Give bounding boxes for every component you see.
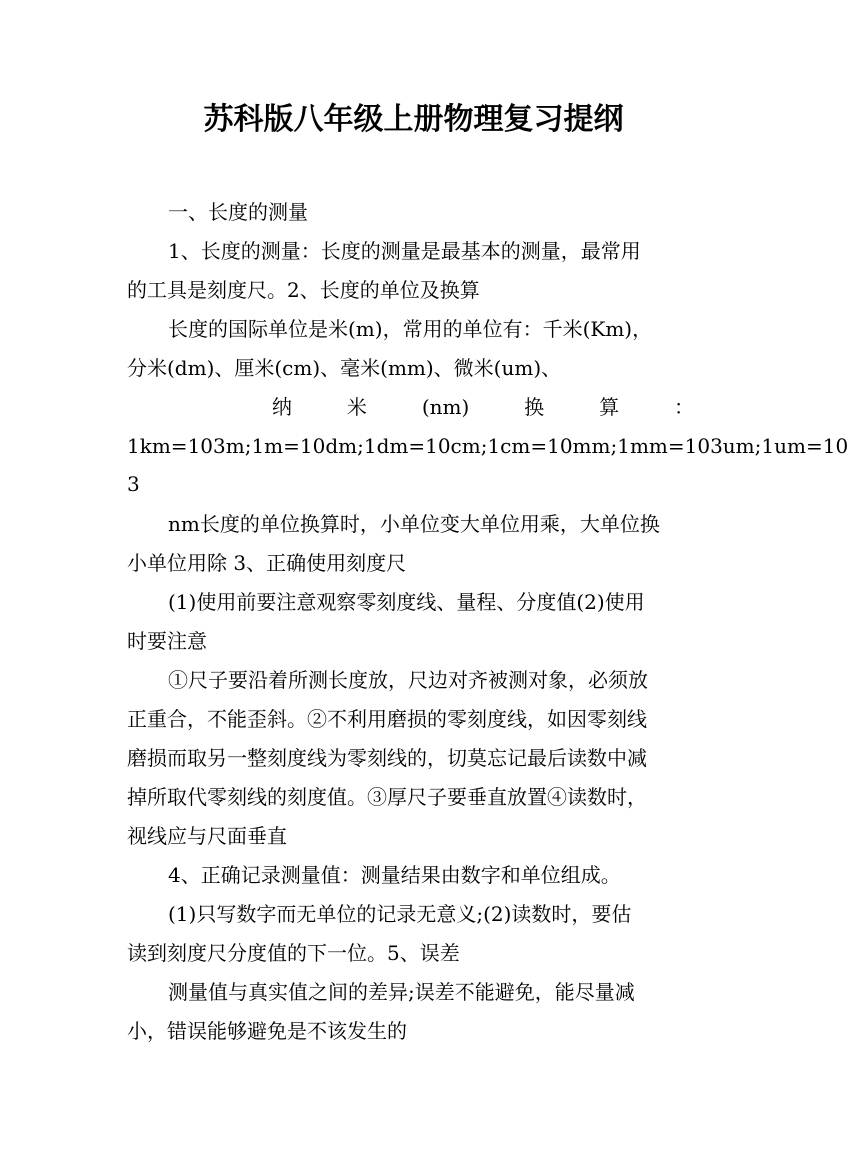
paragraph-line: 小，错误能够避免是不该发生的	[127, 1019, 407, 1043]
spread-word: 换	[524, 395, 545, 419]
paragraph-line: 4、正确记录测量值：测量结果由数字和单位组成。	[168, 863, 621, 887]
paragraph-line: 掉所取代零刻线的刻度值。③厚尺子要垂直放置④读数时，	[127, 785, 647, 809]
paragraph-line: 磨损而取另一整刻度线为零刻线的，切莫忘记最后读数中减	[127, 746, 647, 770]
paragraph-line: 1km=103m;1m=10dm;1dm=10cm;1cm=10mm;1mm=103um;1um=10	[127, 434, 848, 458]
paragraph-line: nm长度的单位换算时，小单位变大单位用乘，大单位换	[168, 512, 660, 536]
paragraph-line: 视线应与尺面垂直	[127, 824, 287, 848]
spread-word: (nm)	[421, 395, 470, 419]
paragraph-line: 测量值与真实值之间的差异;误差不能避免，能尽量减	[168, 980, 635, 1004]
spread-word: 纳	[272, 395, 292, 419]
spread-word: ：	[673, 395, 694, 419]
paragraph-line: ①尺子要沿着所测长度放，尺边对齐被测对象，必须放	[168, 668, 648, 692]
spread-line	[127, 393, 694, 421]
paragraph-line: 时要注意	[127, 629, 207, 653]
paragraph-line: 读到刻度尺分度值的下一位。5、误差	[127, 941, 460, 965]
paragraph-line: 分米(dm)、厘米(cm)、毫米(mm)、微米(um)、	[127, 356, 562, 380]
paragraph-line: 小单位用除 3、正确使用刻度尺	[127, 551, 407, 575]
paragraph-line: (1)使用前要注意观察零刻度线、量程、分度值(2)使用	[168, 590, 645, 614]
page-title: 苏科版八年级上册物理复习提纲	[203, 102, 624, 137]
paragraph-line: 的工具是刻度尺。2、长度的单位及换算	[127, 278, 480, 302]
spread-word: 算	[599, 395, 620, 419]
paragraph-line: (1)只写数字而无单位的记录无意义;(2)读数时，要估	[168, 902, 632, 926]
section-heading: 一、长度的测量	[168, 200, 308, 224]
paragraph-line: 1、长度的测量：长度的测量是最基本的测量，最常用	[168, 239, 641, 263]
spread-word: 米	[346, 395, 367, 419]
paragraph-line: 正重合，不能歪斜。②不利用磨损的零刻度线，如因零刻线	[127, 707, 647, 731]
paragraph-line: 长度的国际单位是米(m)，常用的单位有：千米(Km)，	[168, 317, 653, 341]
paragraph-line: 3	[127, 472, 140, 496]
